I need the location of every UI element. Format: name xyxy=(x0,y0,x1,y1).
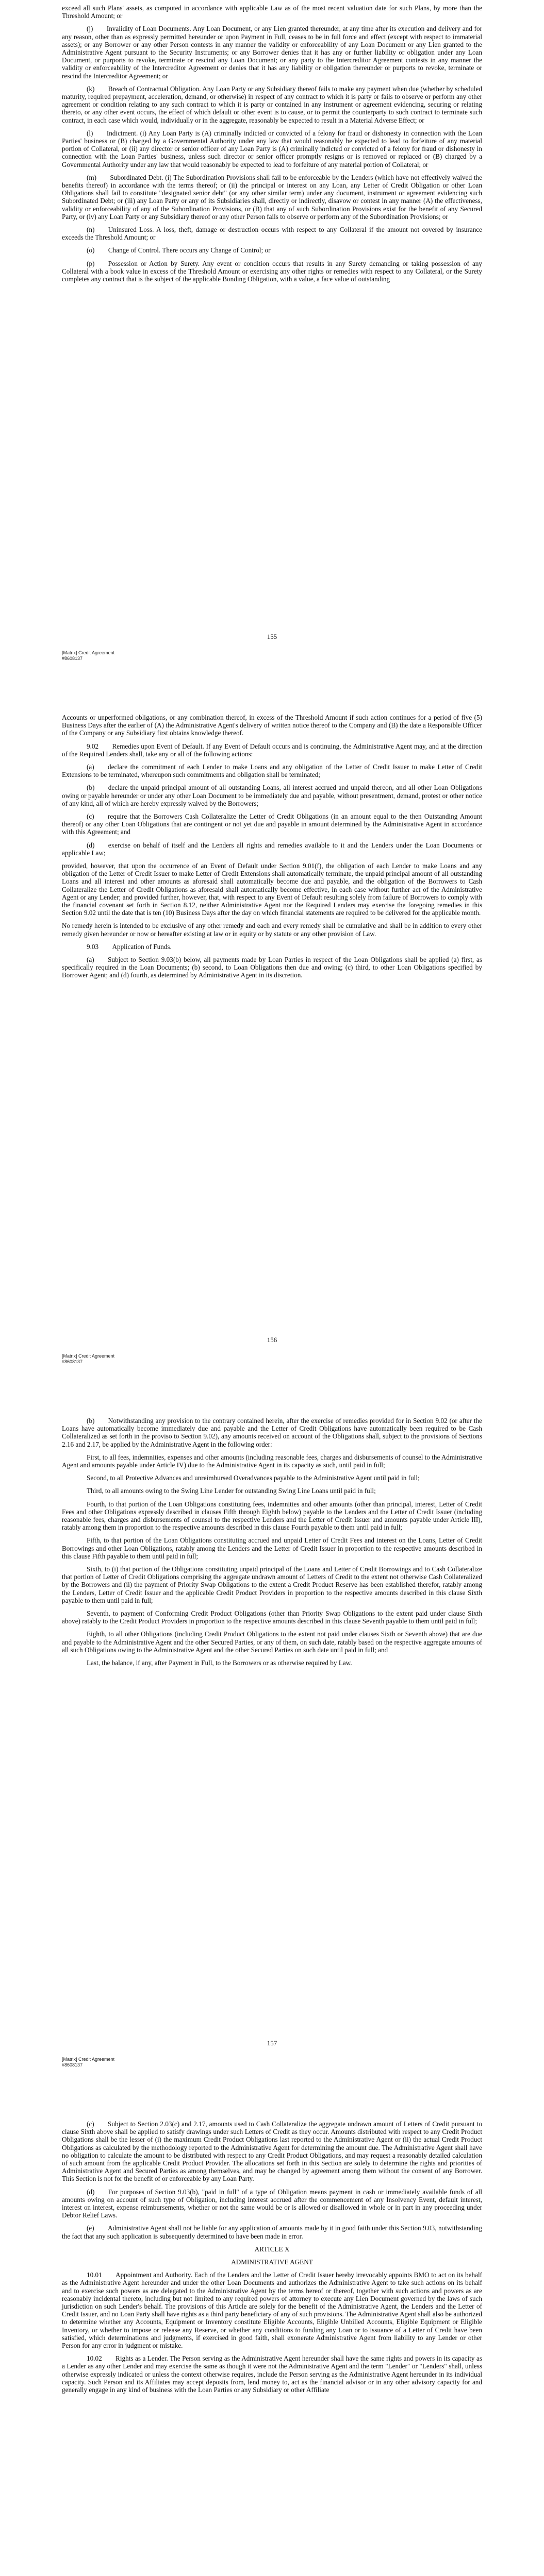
paragraph: Eighth, to all other Obligations (including Credit Product Obligations to the extent not paid under clauses Sixth or Seventh above) that are due and payable to the Administrative Agent and the other Secured Parties, or any of them, on such date, ratably based on the respective aggregate amounts of all such Obligations owing to the Administrative Agent and the other Secured Parties on such date until paid in full; and xyxy=(62,1630,482,1654)
paragraph: (m) Subordinated Debt. (i) The Subordination Provisions shall fail to be enforceable by the Lenders (which have not effectively waived the benefits thereof) in accordance with the terms thereof; or (ii) the principal or interest on any Loan, any Letter of Credit Obligation or other Loan Obligations shall fail to constitute "designated senior debt" (or any other similar term) under any document, instrument or agreement evidencing such Subordinated Debt; or (iii) any Loan Party or any of its Subsidiaries shall, directly or indirectly, disavow or contest in any manner (A) the effectiveness, validity or enforceability of any of the Subordination Provisions, or (B) that any of such Subordination Provisions exist for the benefit of any Secured Party, or (iv) any Loan Party or any Subsidiary thereof or any other Person fails to observe or perform any of the Subordination Provisions; or xyxy=(62,173,482,221)
paragraph: provided, however, that upon the occurrence of an Event of Default under Section 9.01(f), the obligation of each Lender to make Loans and any obligation of the Letter of Credit Issuer to make Letter of Credit Extensions shall automatically terminate, the unpaid principal amount of all outstanding Loans and all interest and other amounts as aforesaid shall automatically become due and payable, and the obligation of the Borrowers to Cash Collateralize the Letter of Credit Obligations as aforesaid shall automatically become effective, in each case without further act of the Administrative Agent or any Lender; and provided further, however, that, with respect to any Event of Default resulting solely from failure of Borrowers to comply with the financial covenant set forth in Section 8.12, neither Administrative Agent nor the Required Lenders may exercise the foregoing remedies in this Section 9.02 until the date that is ten (10) Business Days after the day on which financial statements are required to be delivered for the applicable month. xyxy=(62,862,482,917)
paragraph: (o) Change of Control. There occurs any Change of Control; or xyxy=(87,246,271,255)
paragraph: (a) Subject to Section 9.03(b) below, all payments made by Loan Parties in respect of the Loan Obligations shall be applied (a) first, as specifically required in the Loan Documents; (b) second, to Loan Obligations then due and owing; (c) third, to other Loan Obligations specified by Borrower Agent; and (d) fourth, as determined by Administrative Agent in its discretion. xyxy=(62,956,482,979)
paragraph: (e) Administrative Agent shall not be liable for any application of amounts made by it in good faith under this Section 9.03, notwithstanding the fact that any such application is subsequently determined to have been made in error. xyxy=(62,2224,482,2240)
page-footer xyxy=(62,1353,114,1365)
paragraph: Third, to all amounts owing to the Swing Line Lender for outstanding Swing Line Loans until paid in full; xyxy=(87,1487,376,1495)
footer-docid: #8608137 xyxy=(62,1359,83,1364)
paragraph: (b) declare the unpaid principal amount of all outstanding Loans, all interest accrued and unpaid thereon, and all other Loan Obligations owing or payable hereunder or under any other Loan Document to be immediately due and payable, without presentment, demand, protest or other notice of any kind, all of which are hereby expressly waived by the Borrowers; xyxy=(62,784,482,807)
page-footer xyxy=(62,2057,114,2068)
paragraph: Second, to all Protective Advances and unreimbursed Overadvances payable to the Administrative Agent until paid in full; xyxy=(87,1474,420,1482)
paragraph: (p) Possession or Action by Surety. Any event or condition occurs that results in any Surety demanding or taking possession of any Collateral with a book value in excess of the Threshold Amount or exercising any other rights or remedies with respect to any Collateral, or the Surety completes any contract that is the subject of the applicable Bonding Obligation, with a value, a face value of outstanding xyxy=(62,259,482,283)
paragraph: (n) Uninsured Loss. A loss, theft, damage or destruction occurs with respect to any Collateral if the amount not covered by insurance exceeds the Threshold Amount; or xyxy=(62,226,482,242)
page-number: 157 xyxy=(267,2039,277,2047)
page-footer xyxy=(62,650,114,662)
footer-docid: #8608137 xyxy=(62,656,83,661)
footer-docid: #8608137 xyxy=(62,2062,83,2067)
footer-title: [Matrix] Credit Agreement xyxy=(62,1353,115,1359)
document-page xyxy=(0,2110,544,2576)
footer-title: [Matrix] Credit Agreement xyxy=(62,650,115,655)
paragraph: 10.01 Appointment and Authority. Each of the Lenders and the Letter of Credit Issuer hereby irrevocably appoints BMO to act on its behalf as the Administrative Agent hereunder and under the other Loan Documents and authorizes the Administrative Agent to take such actions on its behalf and to exercise such powers as are delegated to the Administrative Agent by the terms hereof or thereof, together with such actions and powers as are reasonably incidental thereto, including but not limited to any required powers of attorney to execute any Lien Document governed by the laws of such jurisdiction on such Lender's behalf. The provisions of this Article are solely for the benefit of the Administrative Agent, the Lenders and the Letter of Credit Issuer, and no Loan Party shall have rights as a third party beneficiary of any of such provisions. The Administrative Agent shall also be authorized to determine whether any Accounts, Equipment or Inventory constitute Eligible Accounts, Eligible Unbilled Accounts, Eligible Equipment or Eligible Inventory, or whether to impose or release any Reserve, or whether any conditions to funding any Loan or to issuance of a Letter of Credit have been satisfied, which determinations and judgments, if exercised in good faith, shall exonerate Administrative Agent from liability to any Lender or other Person for any error in judgment or mistake. xyxy=(62,2271,482,2350)
paragraph: (j) Invalidity of Loan Documents. Any Loan Document, or any Lien granted thereunder, at any time after its execution and delivery and for any reason, other than as expressly permitted hereunder or upon Payment in Full, ceases to be in full force and effect (except with respect to immaterial assets); or any Borrower or any other Person contests in any manner the validity or enforceability of any Loan Document or any Lien granted to the Administrative Agent pursuant to the Security Instruments; or any Borrower denies that it has any or further liability or obligation under any Loan Document, or purports to revoke, terminate or rescind any Loan Document; or any party to the Intercreditor Agreement contests in any manner the validity or enforceability of the Intercreditor Agreement or denies that it has any liability or obligation thereunder or purports to revoke, terminate or rescind the Intercreditor Agreement; or xyxy=(62,25,482,80)
document-page xyxy=(0,703,544,1406)
document-page xyxy=(0,1406,544,2110)
paragraph: (d) For purposes of Section 9.03(b), "paid in full" of a type of Obligation means payment in cash or immediately available funds of all amounts owing on account of such type of Obligation, including interest accrued after the commencement of any Insolvency Event, default interest, interest on interest, expense reimbursements, whether or not the same would be or is allowed or disallowed in whole or in part in any proceeding under Debtor Relief Laws. xyxy=(62,2188,482,2219)
paragraph: First, to all fees, indemnities, expenses and other amounts (including reasonable fees, charges and disbursements of counsel to the Administrative Agent and amounts payable under Article IV) due to the Administrative Agent in its capacity as such, until paid in full; xyxy=(62,1453,483,1469)
paragraph: (d) exercise on behalf of itself and the Lenders all rights and remedies available to it and the Lenders under the Loan Documents or applicable Law; xyxy=(62,841,482,857)
page-number: 155 xyxy=(267,633,277,640)
paragraph: (b) Notwithstanding any provision to the contrary contained herein, after the exercise of remedies provided for in Section 9.02 (or after the Loans have automatically become immediately due and payable and the Letter of Credit Obligations have automatically been required to be Cash Collateralized as set forth in the proviso to Section 9.02), any amounts received on account of the Obligations shall, subject to the provisions of Sections 2.16 and 2.17, be applied by the Administrative Agent in the following order: xyxy=(62,1417,482,1448)
section-heading: 9.02 Remedies upon Event of Default. If any Event of Default occurs and is continuing, the Administrative Agent may, and at the direction of the Required Lenders shall, take any or all of the following actions: xyxy=(62,742,482,758)
paragraph: (k) Breach of Contractual Obligation. Any Loan Party or any Subsidiary thereof fails to make any payment when due (whether by scheduled maturity, required prepayment, acceleration, demand, or otherwise) in respect of any contract to which it is party or fails to observe or perform any other agreement or condition relating to any such contract to which it is party or contained in any instrument or agreement evidencing, securing or relating thereto, or any other event occurs, the effect of which default or other event is to cause, or to permit the counterparty to such contract to terminate such contract, in each case which would, individually or in the aggregate, reasonably be expected to result in a Material Adverse Effect; or xyxy=(62,84,482,124)
paragraph: Seventh, to payment of Conforming Credit Product Obligations (other than Priority Swap Obligations to the extent paid under clause Sixth above) ratably to the Credit Product Providers in proportion to the respective amounts described in this clause Seventh payable to them until paid in full; xyxy=(62,1609,482,1625)
article-number: ARTICLE X xyxy=(254,2245,290,2253)
page-number: 156 xyxy=(267,1336,277,1344)
paragraph: Fifth, to that portion of the Loan Obligations constituting accrued and unpaid Letter of Credit Fees and interest on the Loans, Letter of Credit Borrowings and other Loan Obligations, ratably among the Lenders and the Letter of Credit Issuer in proportion to the respective amounts described in this clause Fifth payable to them until paid in full; xyxy=(62,1536,482,1560)
footer-title: [Matrix] Credit Agreement xyxy=(62,2057,115,2062)
paragraph: (l) Indictment. (i) Any Loan Party is (A) criminally indicted or convicted of a felony for fraud or dishonesty in connection with the Loan Parties' business or (B) charged by a Governmental Authority under any law that would reasonably be expected to lead to forfeiture of any material portion of Collateral, or (ii) any director or senior officer of any Loan Party is (A) criminally indicted or convicted of a felony for fraud or dishonesty in connection with the Loan Parties' business, unless such director or senior officer promptly resigns or is removed or replaced or (B) charged by a Governmental Authority under any law that would reasonably be expected to lead to forfeiture of any material portion of Collateral; or xyxy=(62,129,482,168)
paragraph: (c) Subject to Section 2.03(c) and 2.17, amounts used to Cash Collateralize the aggregate undrawn amount of Letters of Credit pursuant to clause Sixth above shall be applied to satisfy drawings under such Letters of Credit as they occur. Amounts distributed with respect to any Credit Product Obligations shall be the lesser of (i) the maximum Credit Product Obligations last reported to the Administrative Agent or (ii) the actual Credit Product Obligations as calculated by the methodology reported to the Administrative Agent for determining the amount due. The Administrative Agent shall have no obligation to calculate the amount to be distributed with respect to any Credit Product Obligations, and may request a reasonably detailed calculation of such amount from the applicable Credit Product Provider. The allocations set forth in this Section are solely to determine the rights and priorities of Administrative Agent and Secured Parties as among themselves, and may be changed by agreement among them without the consent of any Borrower. This Section is not for the benefit of or enforceable by any Loan Party. xyxy=(62,2120,482,2183)
document-page xyxy=(0,0,544,703)
paragraph: (a) declare the commitment of each Lender to make Loans and any obligation of the Letter of Credit Issuer to make Letter of Credit Extensions to be terminated, whereupon such commitments and obligation shall be terminated; xyxy=(62,763,482,779)
paragraph: Fourth, to that portion of the Loan Obligations constituting fees, indemnities and other amounts (other than principal, interest, Letter of Credit Fees and other Obligations expressly described in clauses Fifth through Eighth below) payable to the Lenders and the Letter of Credit Issuer (including reasonable fees, charges and disbursements of counsel to the respective Lenders and the Letter of Credit Issuer and amounts payable under Article III), ratably among them in proportion to the respective amounts described in this clause Fourth payable to them until paid in full; xyxy=(62,1500,482,1532)
paragraph: No remedy herein is intended to be exclusive of any other remedy and each and every remedy shall be cumulative and shall be in addition to every other remedy given hereunder or now or hereafter existing at law or in equity or by statute or any other provision of Law. xyxy=(62,922,482,938)
article-title: ADMINISTRATIVE AGENT xyxy=(231,2258,313,2266)
paragraph: Last, the balance, if any, after Payment in Full, to the Borrowers or as otherwise required by Law. xyxy=(87,1659,352,1667)
paragraph: 10.02 Rights as a Lender. The Person serving as the Administrative Agent hereunder shall have the same rights and powers in its capacity as a Lender as any other Lender and may exercise the same as though it were not the Administrative Agent and the term "Lender" or "Lenders" shall, unless otherwise expressly indicated or unless the context otherwise requires, include the Person serving as the Administrative Agent hereunder in its individual capacity. Such Person and its Affiliates may accept deposits from, lend money to, act as the financial advisor or in any other advisory capacity for and generally engage in any kind of business with the Loan Parties or any Subsidiary or other Affiliate xyxy=(62,2354,482,2394)
paragraph: (c) require that the Borrowers Cash Collateralize the Letter of Credit Obligations (in an amount equal to the then Outstanding Amount thereof) or any other Loan Obligations that are contingent or not yet due and payable in amount determined by the Administrative Agent in accordance with this Agreement; and xyxy=(62,812,482,836)
paragraph: exceed all such Plans' assets, as computed in accordance with applicable Law as of the most recent valuation date for such Plans, by more than the Threshold Amount; or xyxy=(62,4,482,20)
paragraph: Accounts or unperformed obligations, or any combination thereof, in excess of the Threshold Amount if such action continues for a period of five (5) Business Days after the earlier of (A) the Administrative Agent's delivery of written notice thereof to the Company and (B) the date a Responsible Officer of the Company or any Subsidiary first obtains knowledge thereof. xyxy=(62,714,482,737)
section-heading: 9.03 Application of Funds. xyxy=(87,942,172,951)
paragraph: Sixth, to (i) that portion of the Obligations constituting unpaid principal of the Loans and Letter of Credit Borrowings and to Cash Collateralize that portion of Letter of Credit Obligations comprising the aggregate undrawn amount of Letters of Credit to the extent not otherwise Cash Collateralized by the Borrowers and (ii) the payment of Priority Swap Obligations to the extent a Credit Product Reserve has been established therefor, ratably among the Lenders, Letter of Credit Issuer and the applicable Credit Product Providers in proportion to the respective amounts described in this clause Sixth payable to them until paid in full; xyxy=(62,1565,482,1604)
